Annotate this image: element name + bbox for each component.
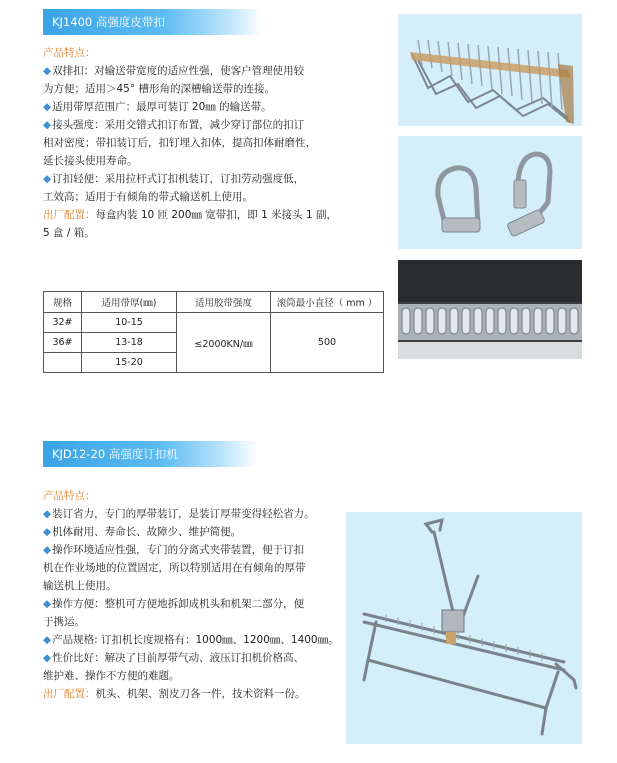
section1-features-label: 产品特点： — [43, 47, 96, 59]
section2-features — [43, 487, 343, 703]
table-cell: 10-15 — [82, 313, 177, 333]
feature-line: 为方便；适用＞45° 槽形角的深槽输送带的连接。 — [43, 83, 275, 95]
bullet-diamond-icon: ◆ — [43, 598, 52, 610]
table-header: 适用带厚(㎜) — [82, 292, 177, 313]
feature-line: ◆双排扣：对输送带宽度的适应性强，使客户管理使用较 — [43, 65, 305, 77]
feature-line: ◆适用带厚范围广：最厚可装订 20㎜ 的输送带。 — [43, 101, 272, 113]
package-text: 5 盒 / 箱。 — [43, 227, 95, 239]
spec-table — [43, 291, 384, 373]
table-header: 滚筒最小直径（ mm ） — [271, 292, 384, 313]
bullet-diamond-icon: ◆ — [43, 65, 52, 77]
feature-line: 维护难、操作不方便的难题。 — [43, 670, 180, 682]
package-label: 出厂配置： — [43, 209, 96, 221]
section2-features-label: 产品特点： — [43, 490, 96, 502]
fastening-machine-photo — [346, 512, 582, 744]
section1-features — [43, 44, 343, 242]
feature-line: ◆产品规格: 订扣机长度规格有：1000㎜、1200㎜、1400㎜。 — [43, 634, 339, 646]
feature-line: 延长接头使用寿命。 — [43, 155, 138, 167]
bullet-diamond-icon: ◆ — [43, 508, 52, 520]
feature-line: ◆订扣轻便：采用拉杆式订扣机装订，订扣劳动强度低， — [43, 173, 305, 185]
table-cell: 15-20 — [82, 353, 177, 373]
bullet-diamond-icon: ◆ — [43, 101, 52, 113]
belt-fastener-row-photo — [398, 14, 582, 126]
single-fastener-photo — [398, 136, 582, 249]
bullet-diamond-icon: ◆ — [43, 544, 52, 556]
feature-line: ◆机体耐用、寿命长、故障少、维护简便。 — [43, 526, 242, 538]
section1-title-banner — [43, 9, 262, 35]
bullet-diamond-icon: ◆ — [43, 652, 52, 664]
feature-line: ◆接头强度：采用交错式扣订布置，减少穿订部位的扣订 — [43, 119, 305, 131]
feature-line: ◆性价比好：解决了目前厚带气动、液压订扣机价格高、 — [43, 652, 305, 664]
feature-line: ◆装订省力，专门的厚带装订，是装订厚带变得轻松省力。 — [43, 508, 315, 520]
feature-line: ◆操作环境适应性强，专门的分离式夹带装置，便于订扣 — [43, 544, 305, 556]
package-text: 机头、机架、割皮刀各一件，技术资料一份。 — [95, 688, 306, 700]
feature-line: 工效高；适用于有倾角的带式输送机上使用。 — [43, 191, 253, 203]
table-cell: 13-18 — [82, 333, 177, 353]
feature-line: 输送机上使用。 — [43, 580, 117, 592]
table-cell-drum: 500 — [271, 313, 384, 373]
table-header: 适用胶带强度 — [177, 292, 271, 313]
table-cell: 36# — [44, 333, 82, 353]
package-text: 每盒内装 10 匝 200㎜ 宽带扣，即 1 米接头 1 副， — [95, 209, 337, 221]
section1-title: KJ1400 高强度皮带扣 — [52, 15, 165, 29]
feature-line: 机在作业场地的位置固定，所以特别适用在有倾角的厚带 — [43, 562, 306, 574]
bullet-diamond-icon: ◆ — [43, 173, 52, 185]
section2-title-banner — [43, 441, 257, 467]
package-label: 出厂配置： — [43, 688, 96, 700]
feature-line: 相对密度；带扣装订后，扣钉埋入扣体，提高扣体耐磨性， — [43, 137, 316, 149]
feature-line: ◆操作方便：整机可方便地拆卸成机头和机架二部分，便 — [43, 598, 305, 610]
feature-line: 于携运。 — [43, 616, 85, 628]
table-header: 规格 — [44, 292, 82, 313]
bullet-diamond-icon: ◆ — [43, 119, 52, 131]
table-cell: 32# — [44, 313, 82, 333]
table-cell — [44, 353, 82, 373]
bullet-diamond-icon: ◆ — [43, 526, 52, 538]
belt-joint-photo — [398, 260, 582, 359]
bullet-diamond-icon: ◆ — [43, 634, 52, 646]
table-cell-strength: ≤2000KN/㎜ — [177, 313, 271, 373]
section2-title: KJD12-20 高强度订扣机 — [52, 447, 178, 461]
